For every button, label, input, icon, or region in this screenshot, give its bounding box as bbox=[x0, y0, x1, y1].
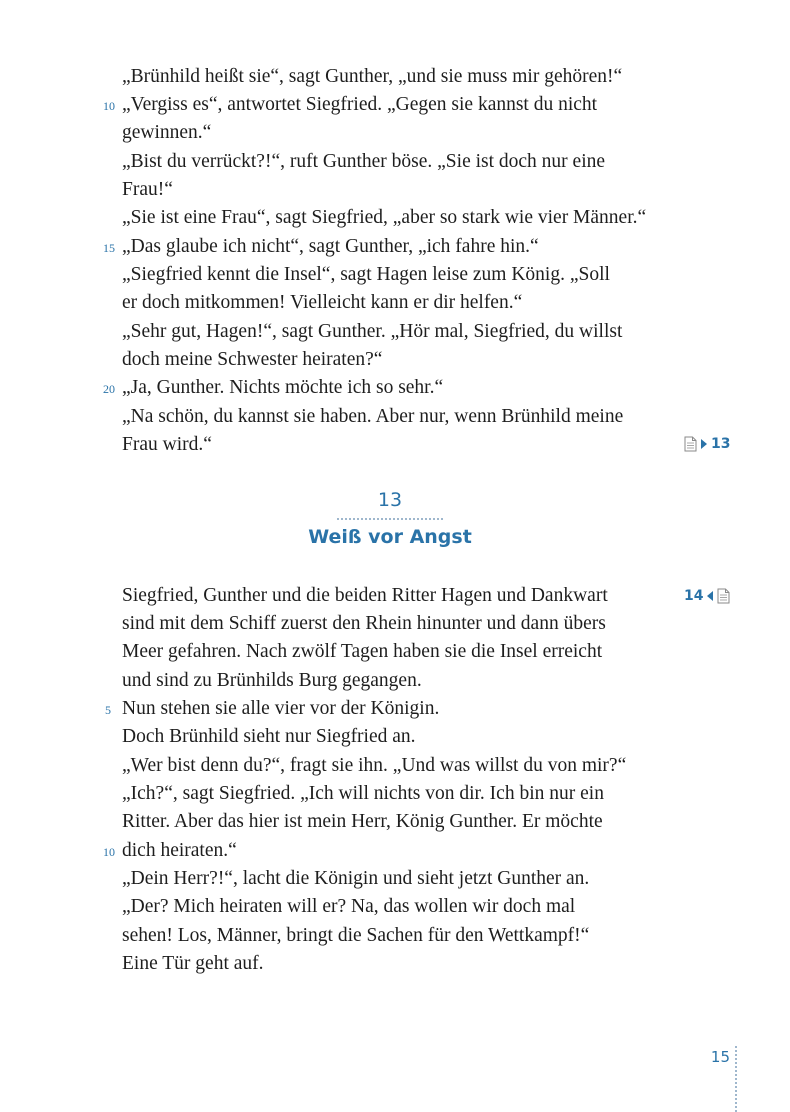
line-number: 5 bbox=[105, 703, 111, 717]
text-line: „Sehr gut, Hagen!“, sagt Gunther. „Hör mal, Siegfried, du willst bbox=[122, 321, 623, 342]
document-icon bbox=[717, 588, 730, 604]
text-line: gewinnen.“ bbox=[122, 122, 212, 143]
text-line: und sind zu Brünhilds Burg gegangen. bbox=[122, 670, 422, 691]
text-line: „Ich?“, sagt Siegfried. „Ich will nichts von dir. Ich bin nur ein bbox=[122, 783, 604, 804]
line-number: 15 bbox=[103, 241, 115, 255]
text-line: Siegfried, Gunther und die beiden Ritter Hagen und Dankwart bbox=[122, 585, 608, 606]
line-number: 10 bbox=[103, 99, 115, 113]
play-right-icon bbox=[700, 438, 708, 450]
text-line: Frau wird.“ bbox=[122, 434, 212, 455]
page-number: 15 bbox=[710, 1048, 730, 1066]
text-line: „Dein Herr?!“, lacht die Königin und sieht jetzt Gunther an. bbox=[122, 868, 590, 889]
text-line: „Der? Mich heiraten will er? Na, das wollen wir doch mal bbox=[122, 896, 576, 917]
text-line: „Vergiss es“, antwortet Siegfried. „Gegen sie kannst du nicht bbox=[122, 94, 598, 115]
line-number: 10 bbox=[103, 845, 115, 859]
track-number: 13 bbox=[711, 436, 731, 452]
chapter-divider bbox=[337, 518, 443, 520]
text-line: „Das glaube ich nicht“, sagt Gunther, „ich fahre hin.“ bbox=[122, 236, 539, 257]
text-line: Doch Brünhild sieht nur Siegfried an. bbox=[122, 726, 416, 747]
text-line: Meer gefahren. Nach zwölf Tagen haben sie die Insel erreicht bbox=[122, 641, 603, 662]
text-line: „Wer bist denn du?“, fragt sie ihn. „Und was willst du von mir?“ bbox=[122, 755, 627, 776]
text-line: „Siegfried kennt die Insel“, sagt Hagen leise zum König. „Soll bbox=[122, 264, 610, 285]
play-left-icon bbox=[706, 590, 714, 602]
text-line: „Na schön, du kannst sie haben. Aber nur, wenn Brünhild meine bbox=[122, 406, 624, 427]
chapter-number: 13 bbox=[377, 489, 403, 511]
text-line: Nun stehen sie alle vier vor der Königin. bbox=[122, 698, 440, 719]
line-number: 20 bbox=[103, 382, 115, 396]
text-line: sehen! Los, Männer, bringt die Sachen für den Wettkampf!“ bbox=[122, 925, 590, 946]
track-number: 14 bbox=[684, 588, 704, 604]
text-line: „Bist du verrückt?!“, ruft Gunther böse. „Sie ist doch nur eine bbox=[122, 151, 606, 172]
text-line: „Sie ist eine Frau“, sagt Siegfried, „aber so stark wie vier Männer.“ bbox=[122, 207, 647, 228]
text-line: Eine Tür geht auf. bbox=[122, 953, 264, 974]
text-line: Frau!“ bbox=[122, 179, 173, 200]
track-reference-next[interactable] bbox=[684, 435, 730, 453]
text-line: „Ja, Gunther. Nichts möchte ich so sehr.“ bbox=[122, 377, 444, 398]
text-line: dich heiraten.“ bbox=[122, 840, 237, 861]
text-line: doch meine Schwester heiraten?“ bbox=[122, 349, 383, 370]
text-line: „Brünhild heißt sie“, sagt Gunther, „und sie muss mir gehören!“ bbox=[122, 66, 623, 87]
chapter-title: Weiß vor Angst bbox=[308, 526, 472, 548]
text-line: er doch mitkommen! Vielleicht kann er dir helfen.“ bbox=[122, 292, 523, 313]
page-edge-divider bbox=[735, 1046, 737, 1112]
text-line: sind mit dem Schiff zuerst den Rhein hinunter und dann übers bbox=[122, 613, 606, 634]
text-line: Ritter. Aber das hier ist mein Herr, König Gunther. Er möchte bbox=[122, 811, 603, 832]
track-reference-previous[interactable] bbox=[684, 587, 730, 605]
document-icon bbox=[684, 436, 697, 452]
